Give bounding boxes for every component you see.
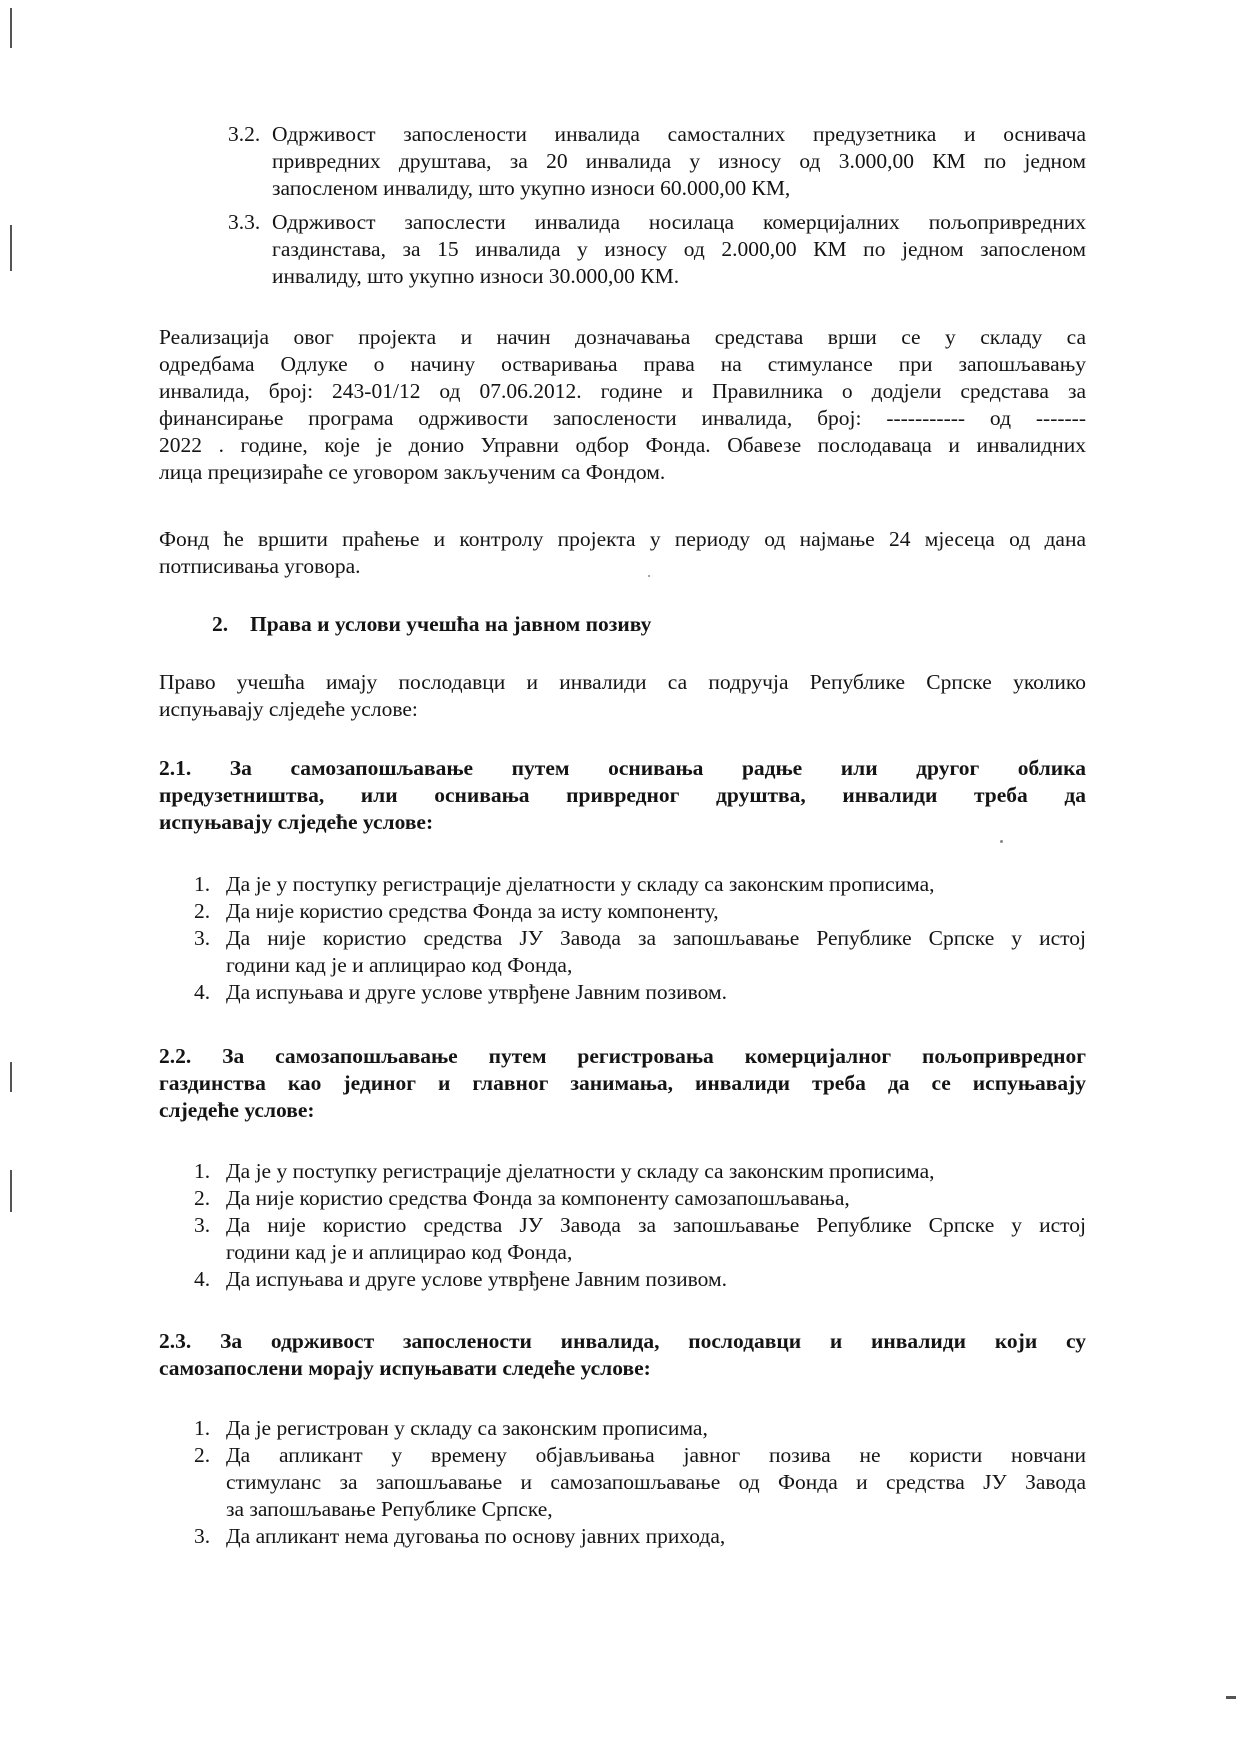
subsection-heading-line: испуњавају слједеће услове: bbox=[159, 810, 434, 834]
list-item-line: запосленом инвалиду, што укупно износи 60.000,00 КМ, bbox=[272, 176, 791, 200]
list-item-number: 3. bbox=[194, 926, 211, 950]
paragraph-line: инвалида, број: 243-01/12 од 07.06.2012. године и Правилника о додјели средстава за bbox=[159, 379, 1086, 403]
list-item-number: 3. bbox=[194, 1213, 211, 1237]
subsection-heading-line: предузетништва, или оснивања привредног друштва, инвалиди треба да bbox=[159, 783, 1086, 807]
list-item-line: Одрживост запослести инвалида носилаца комерцијалних пољопривредних bbox=[272, 210, 1086, 234]
subsection-heading-line: 2.3. За одрживост запослености инвалида, послодавци и инвалиди који су bbox=[159, 1329, 1086, 1353]
list-item-line: Да није користио средства Фонда за компоненту самозапошљавања, bbox=[226, 1186, 850, 1210]
scan-mark bbox=[1226, 1696, 1236, 1699]
list-item-number: 3.3. bbox=[228, 210, 261, 234]
list-item-number: 3. bbox=[194, 1524, 211, 1548]
paragraph-line: одредбама Одлуке о начину остваривања права на стимулансе при запошљавању bbox=[159, 352, 1086, 376]
subsection-heading-line: газдинства као јединог и главног занимања, инвалиди треба да се испуњавају bbox=[159, 1071, 1086, 1095]
section-number: 2. bbox=[212, 612, 229, 636]
paragraph-line: Фонд ће вршити праћење и контролу пројекта у периоду од најмање 24 мјесеца од дана bbox=[159, 527, 1086, 551]
subsection-heading-line: слједеће услове: bbox=[159, 1098, 315, 1122]
scan-mark bbox=[10, 1062, 12, 1092]
list-item-line: Да апликант у времену објављивања јавног позива не користи новчани bbox=[226, 1443, 1086, 1467]
subsection-heading-line: 2.2. За самозапошљавање путем регистровања комерцијалног пољопривредног bbox=[159, 1044, 1086, 1068]
list-item-line: стимуланс за запошљавање и самозапошљавање од Фонда и средства ЈУ Завода bbox=[226, 1470, 1086, 1494]
list-item-line: години кад је и аплицирао код Фонда, bbox=[226, 1240, 573, 1264]
list-item-line: Одрживост запослености инвалида самосталних предузетника и оснивача bbox=[272, 122, 1086, 146]
list-item-line: Да није користио средства ЈУ Завода за запошљавање Републике Српске у истој bbox=[226, 1213, 1086, 1237]
list-item-number: 4. bbox=[194, 1267, 211, 1291]
paragraph-line: Право учешћа имају послодавци и инвалиди са подручја Републике Српске уколико bbox=[159, 670, 1086, 694]
paragraph-line: испуњавају слједеће услове: bbox=[159, 697, 418, 721]
list-item-line: Да испуњава и друге услове утврђене Јавним позивом. bbox=[226, 1267, 727, 1291]
list-item-line: инвалиду, што укупно износи 30.000,00 КМ. bbox=[272, 264, 680, 288]
list-item-number: 3.2. bbox=[228, 122, 261, 146]
list-item-line: Да није користио средства ЈУ Завода за запошљавање Републике Српске у истој bbox=[226, 926, 1086, 950]
scan-mark bbox=[10, 225, 12, 271]
list-item-line: Да није користио средства Фонда за исту компоненту, bbox=[226, 899, 719, 923]
paragraph-line: финансирање програма одрживости запослености инвалида, број: ----------- од ------- bbox=[159, 406, 1086, 430]
list-item-number: 1. bbox=[194, 1159, 211, 1183]
list-item-line: за запошљавање Републике Српске, bbox=[226, 1497, 553, 1521]
section-title: Права и услови учешћа на јавном позиву bbox=[250, 612, 652, 636]
list-item-number: 2. bbox=[194, 899, 211, 923]
paragraph-line: лица прецизираће се уговором закљученим са Фондом. bbox=[159, 460, 666, 484]
list-item-line: години кад је и аплицирао код Фонда, bbox=[226, 953, 573, 977]
list-item-line: Да је у поступку регистрације дјелатности у складу са законским прописима, bbox=[226, 1159, 935, 1183]
list-item-line: Да је регистрован у складу са законским прописима, bbox=[226, 1416, 708, 1440]
list-item-number: 1. bbox=[194, 1416, 211, 1440]
subsection-heading-line: 2.1. За самозапошљавање путем оснивања радње или другог облика bbox=[159, 756, 1086, 780]
paragraph-line: 2022 . године, које је донио Управни одбор Фонда. Обавезе послодаваца и инвалидних bbox=[159, 433, 1086, 457]
scan-mark bbox=[10, 8, 12, 48]
scan-mark bbox=[10, 1170, 12, 1212]
list-item-line: Да апликант нема дуговања по основу јавних прихода, bbox=[226, 1524, 726, 1548]
list-item-number: 2. bbox=[194, 1443, 211, 1467]
paragraph-line: потписивања уговора. bbox=[159, 554, 361, 578]
list-item-line: Да испуњава и друге услове утврђене Јавним позивом. bbox=[226, 980, 727, 1004]
list-item-number: 2. bbox=[194, 1186, 211, 1210]
list-item-line: привредних друштава, за 20 инвалида у износу од 3.000,00 КМ по једном bbox=[272, 149, 1086, 173]
list-item-number: 4. bbox=[194, 980, 211, 1004]
list-item-line: газдинстава, за 15 инвалида у износу од 2.000,00 КМ по једном запосленом bbox=[272, 237, 1086, 261]
paragraph-line: Реализација овог пројекта и начин дозначавања средстава врши се у складу са bbox=[159, 325, 1086, 349]
list-item-line: Да је у поступку регистрације дјелатности у складу са законским прописима, bbox=[226, 872, 935, 896]
scan-speck bbox=[1000, 840, 1003, 843]
list-item-number: 1. bbox=[194, 872, 211, 896]
subsection-heading-line: самозапослени морају испуњавати следеће услове: bbox=[159, 1356, 651, 1380]
